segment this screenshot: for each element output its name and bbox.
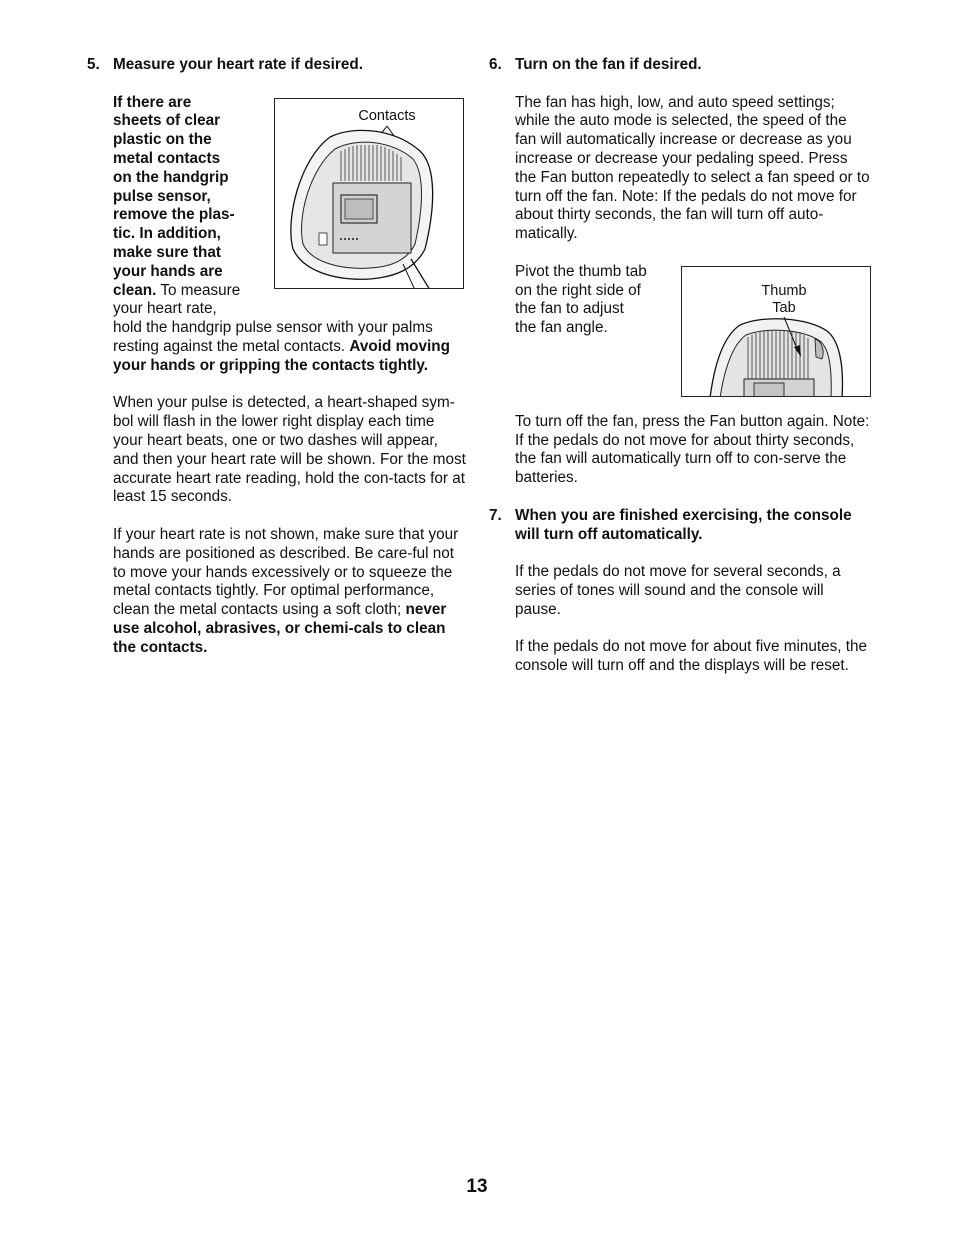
contacts-label: Contacts <box>358 108 416 124</box>
step-7 <box>489 507 871 676</box>
step-7-paragraph-1: If the pedals do not move for several seconds, a series of tones will sound and the console will pause. <box>515 563 841 618</box>
page-number: 13 <box>466 1176 488 1197</box>
thumb-tab-figure <box>681 266 871 397</box>
step-5-paragraph-3: If your heart rate is not shown, make sure that your hands are positioned as described. Be care-ful not to move your hands excessively or to squeeze the metal contacts tightly. For optimal performance, clean the metal contacts using a soft cloth; never use alcohol, abrasives, or chemi-cals to clean the contacts. <box>113 525 459 656</box>
thumb-tab-label: Thumb Tab <box>761 283 807 316</box>
fan-illustration <box>682 267 871 397</box>
step-6-pivot-text: Pivot the thumb tab on the right side of the fan to adjust the fan angle. <box>515 262 647 337</box>
step-6-paragraph-3: To turn off the fan, press the Fan button again. Note: If the pedals do not move for about thirty seconds, the fan will automatically turn off to con-serve the batteries. <box>515 412 870 487</box>
step-5-wrap-text: If there are sheets of clear plastic on the metal contacts on the handgrip pulse sensor, remove the plas- tic. In addition, make sure that your hands are clean. To measure your heart rate, <box>113 93 241 318</box>
step-6-paragraph-1: The fan has high, low, and auto speed settings; while the auto mode is selected, the speed of the fan will automatically increase or decrease as you increase or decrease your pedaling speed. Press the Fan button repeatedly to select a fan speed or to turn off the fan. Note: If the pedals do not move for about thirty seconds, the fan will turn off auto-matically. <box>515 93 870 243</box>
contacts-figure <box>274 98 464 289</box>
step-6-number: 6. <box>489 56 502 73</box>
step-5-paragraph-1: hold the handgrip pulse sensor with your palms resting against the metal contacts. Avoid moving your hands or gripping the contacts tightly. <box>113 319 450 374</box>
step-7-heading: When you are finished exercising, the console will turn off automatically. <box>515 506 852 543</box>
step-5-paragraph-2: When your pulse is detected, a heart-shaped sym-bol will flash in the lower right display each time your heart beats, one or two dashes will appear, and then your heart rate will be shown. For the most accurate heart rate reading, hold the con-tacts for at least 15 seconds. <box>113 394 466 506</box>
step-6-heading: Turn on the fan if desired. <box>515 56 702 73</box>
step-7-number: 7. <box>489 506 502 524</box>
step-7-paragraph-2: If the pedals do not move for about five minutes, the console will turn off and the displays will be reset. <box>515 638 868 675</box>
step-5-number: 5. <box>87 56 100 73</box>
console-illustration <box>275 99 464 289</box>
step-5-heading: Measure your heart rate if desired. <box>113 56 363 73</box>
